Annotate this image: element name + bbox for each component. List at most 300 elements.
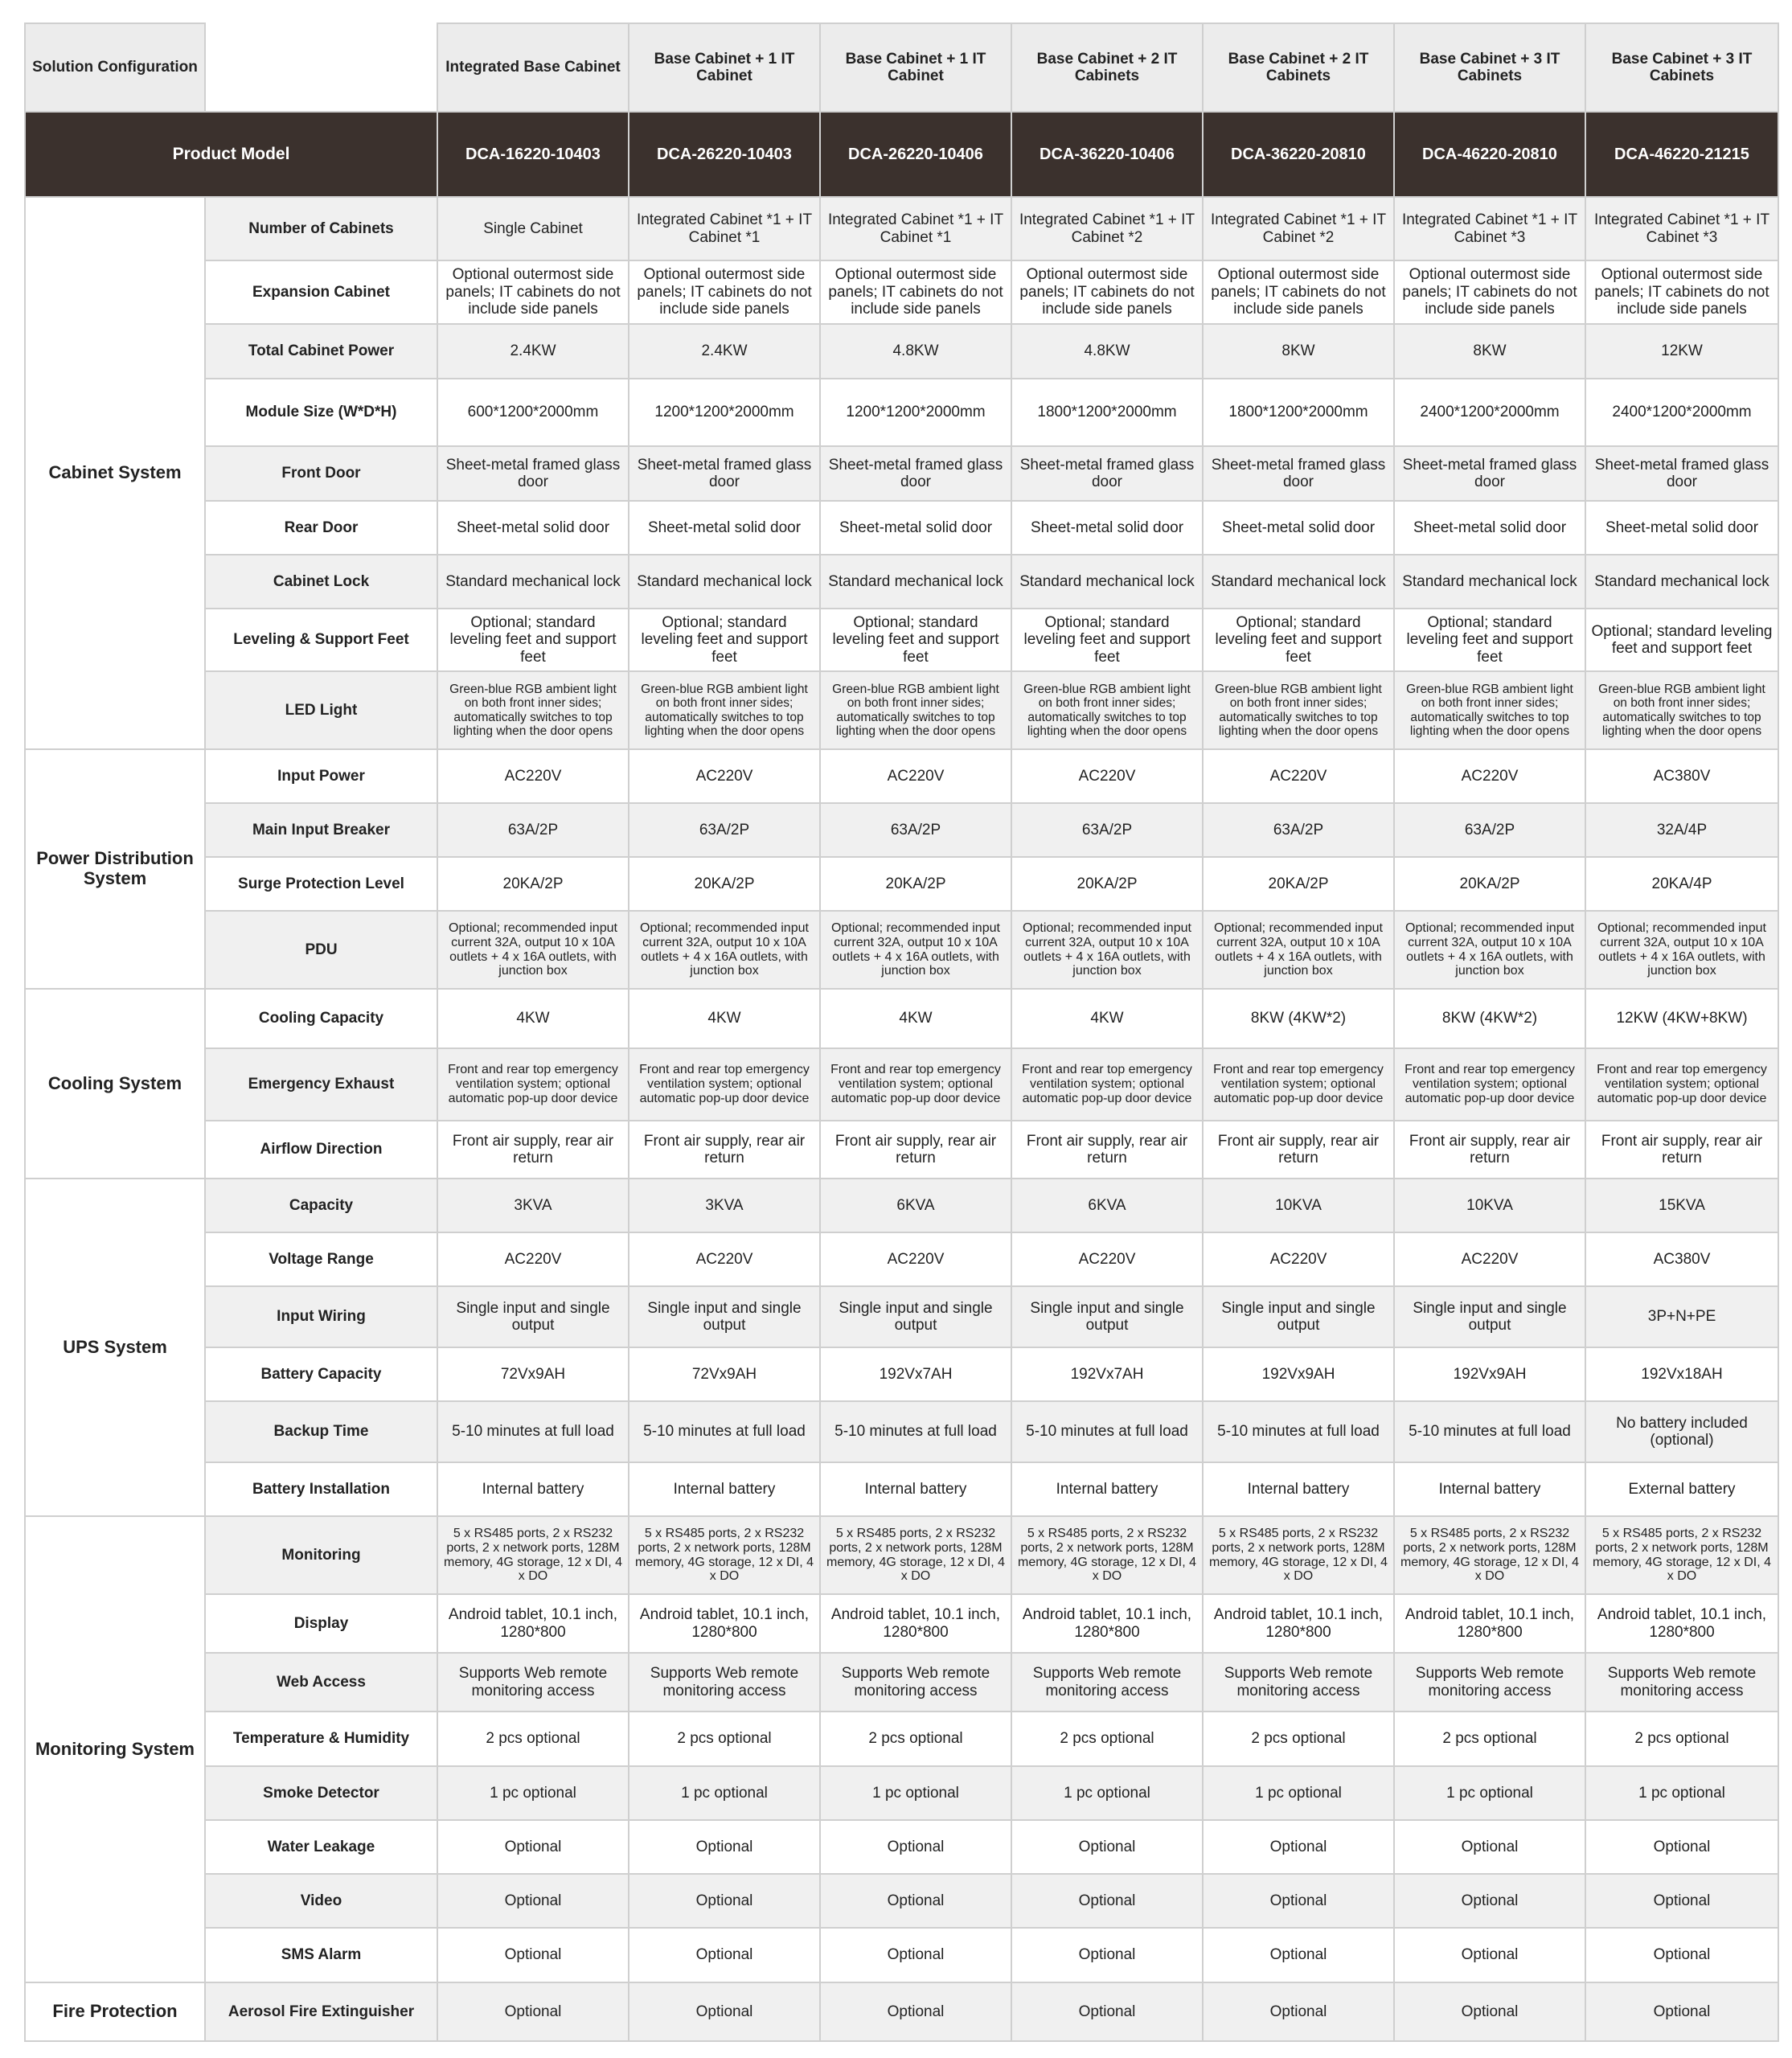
cell-value: 8KW: [1394, 324, 1585, 379]
cell-value: 2400*1200*2000mm: [1394, 379, 1585, 446]
cell-value: Optional: [820, 1982, 1011, 2041]
spec-row: [25, 379, 1778, 446]
cell-value: Single input and single output: [1011, 1286, 1203, 1347]
cell-value: Sheet-metal framed glass door: [437, 446, 629, 501]
cell-value: 63A/2P: [629, 803, 820, 857]
product-model: DCA-36220-20810: [1203, 112, 1394, 197]
row-label: Battery Capacity: [205, 1347, 437, 1401]
cell-value: Optional; recommended input current 32A, output 10 x 10A outlets + 4 x 16A outlets, with junction box: [437, 911, 629, 989]
cell-value: 5-10 minutes at full load: [437, 1401, 629, 1462]
row-label: Expansion Cabinet: [205, 260, 437, 324]
config-col-header: Integrated Base Cabinet: [437, 23, 629, 112]
product-model: DCA-26220-10403: [629, 112, 820, 197]
cell-value: Supports Web remote monitoring access: [1011, 1653, 1203, 1712]
cell-value: AC220V: [437, 1232, 629, 1286]
cell-value: Front and rear top emergency ventilation system; optional automatic pop-up door device: [1585, 1048, 1778, 1121]
cell-value: Integrated Cabinet *1 + IT Cabinet *2: [1011, 197, 1203, 260]
cell-value: 192Vx9AH: [1394, 1347, 1585, 1401]
cell-value: Android tablet, 10.1 inch, 1280*800: [820, 1594, 1011, 1653]
row-label: Module Size (W*D*H): [205, 379, 437, 446]
row-label: Water Leakage: [205, 1820, 437, 1874]
spec-row: [25, 324, 1778, 379]
config-row: [25, 23, 1778, 112]
cell-value: Optional: [820, 1928, 1011, 1982]
cell-value: Single input and single output: [437, 1286, 629, 1347]
cell-value: Supports Web remote monitoring access: [437, 1653, 629, 1712]
cell-value: Optional: [437, 1820, 629, 1874]
cell-value: 15KVA: [1585, 1179, 1778, 1232]
spec-row: [25, 1516, 1778, 1594]
cell-value: Front air supply, rear air return: [437, 1121, 629, 1179]
cell-value: Sheet-metal solid door: [820, 501, 1011, 555]
spec-row: [25, 1594, 1778, 1653]
cell-value: 2.4KW: [437, 324, 629, 379]
cell-value: Optional: [1585, 1820, 1778, 1874]
row-label: SMS Alarm: [205, 1928, 437, 1982]
cell-value: Optional; standard leveling feet and support feet: [820, 609, 1011, 671]
cell-value: 63A/2P: [437, 803, 629, 857]
cell-value: 5-10 minutes at full load: [1394, 1401, 1585, 1462]
cell-value: Optional: [437, 1928, 629, 1982]
cell-value: 20KA/2P: [1011, 857, 1203, 911]
cell-value: Sheet-metal solid door: [1011, 501, 1203, 555]
cell-value: 5 x RS485 ports, 2 x RS232 ports, 2 x network ports, 128M memory, 4G storage, 12 x DI, 4 x DO: [1394, 1516, 1585, 1594]
cell-value: Optional: [1203, 1820, 1394, 1874]
cell-value: 192Vx18AH: [1585, 1347, 1778, 1401]
cell-value: Integrated Cabinet *1 + IT Cabinet *2: [1203, 197, 1394, 260]
cell-value: Green-blue RGB ambient light on both front inner sides; automatically switches to top lighting when the door opens: [1203, 671, 1394, 749]
cell-value: Integrated Cabinet *1 + IT Cabinet *1: [629, 197, 820, 260]
cell-value: Supports Web remote monitoring access: [1203, 1653, 1394, 1712]
product-model-row: [25, 112, 1778, 197]
cell-value: 6KVA: [820, 1179, 1011, 1232]
cell-value: Front air supply, rear air return: [1203, 1121, 1394, 1179]
cell-value: 4.8KW: [1011, 324, 1203, 379]
spec-row: [25, 1820, 1778, 1874]
row-label: PDU: [205, 911, 437, 989]
cell-value: Standard mechanical lock: [1203, 555, 1394, 609]
spec-row: [25, 989, 1778, 1048]
group-label: Fire Protection: [25, 1982, 205, 2041]
cell-value: Android tablet, 10.1 inch, 1280*800: [1011, 1594, 1203, 1653]
cell-value: 1 pc optional: [1011, 1766, 1203, 1820]
cell-value: Front air supply, rear air return: [629, 1121, 820, 1179]
row-label: Battery Installation: [205, 1462, 437, 1516]
row-label: Airflow Direction: [205, 1121, 437, 1179]
cell-value: Green-blue RGB ambient light on both front inner sides; automatically switches to top lighting when the door opens: [437, 671, 629, 749]
cell-value: 20KA/2P: [437, 857, 629, 911]
spec-row: [25, 555, 1778, 609]
cell-value: Optional: [1585, 1982, 1778, 2041]
cell-value: Sheet-metal solid door: [1394, 501, 1585, 555]
spec-row: [25, 803, 1778, 857]
cell-value: Green-blue RGB ambient light on both front inner sides; automatically switches to top lighting when the door opens: [820, 671, 1011, 749]
cell-value: 5 x RS485 ports, 2 x RS232 ports, 2 x network ports, 128M memory, 4G storage, 12 x DI, 4 x DO: [1011, 1516, 1203, 1594]
cell-value: 2 pcs optional: [437, 1712, 629, 1766]
cell-value: Optional outermost side panels; IT cabinets do not include side panels: [629, 260, 820, 324]
cell-value: 1 pc optional: [1394, 1766, 1585, 1820]
spec-row: [25, 1462, 1778, 1516]
cell-value: AC380V: [1585, 749, 1778, 803]
cell-value: Optional; recommended input current 32A, output 10 x 10A outlets + 4 x 16A outlets, with junction box: [1011, 911, 1203, 989]
cell-value: Green-blue RGB ambient light on both front inner sides; automatically switches to top lighting when the door opens: [629, 671, 820, 749]
spec-row: [25, 1401, 1778, 1462]
cell-value: 8KW: [1203, 324, 1394, 379]
cell-value: Optional: [437, 1874, 629, 1928]
group-label: Monitoring System: [25, 1516, 205, 1982]
cell-value: AC220V: [1011, 1232, 1203, 1286]
spec-row: [25, 1286, 1778, 1347]
row-label: Aerosol Fire Extinguisher: [205, 1982, 437, 2041]
spec-row: [25, 1766, 1778, 1820]
cell-value: Standard mechanical lock: [820, 555, 1011, 609]
cell-value: 4KW: [1011, 989, 1203, 1048]
cell-value: Single Cabinet: [437, 197, 629, 260]
cell-value: 20KA/2P: [629, 857, 820, 911]
cell-value: Integrated Cabinet *1 + IT Cabinet *3: [1394, 197, 1585, 260]
cell-value: 1800*1200*2000mm: [1203, 379, 1394, 446]
cell-value: 192Vx9AH: [1203, 1347, 1394, 1401]
cell-value: Green-blue RGB ambient light on both front inner sides; automatically switches to top lighting when the door opens: [1394, 671, 1585, 749]
cell-value: Internal battery: [1203, 1462, 1394, 1516]
cell-value: 2 pcs optional: [820, 1712, 1011, 1766]
row-label: Rear Door: [205, 501, 437, 555]
cell-value: AC220V: [820, 1232, 1011, 1286]
cell-value: AC220V: [1394, 749, 1585, 803]
cell-value: AC220V: [820, 749, 1011, 803]
cell-value: Optional: [1011, 1874, 1203, 1928]
cell-value: 10KVA: [1394, 1179, 1585, 1232]
cell-value: 8KW (4KW*2): [1203, 989, 1394, 1048]
cell-value: Front and rear top emergency ventilation system; optional automatic pop-up door device: [437, 1048, 629, 1121]
cell-value: 20KA/2P: [820, 857, 1011, 911]
cell-value: AC220V: [1394, 1232, 1585, 1286]
cell-value: Optional outermost side panels; IT cabinets do not include side panels: [1394, 260, 1585, 324]
cell-value: Optional: [820, 1874, 1011, 1928]
spec-row: [25, 857, 1778, 911]
row-label: Emergency Exhaust: [205, 1048, 437, 1121]
row-label: Capacity: [205, 1179, 437, 1232]
product-model: DCA-46220-21215: [1585, 112, 1778, 197]
cell-value: Standard mechanical lock: [437, 555, 629, 609]
cell-value: Single input and single output: [820, 1286, 1011, 1347]
cell-value: Optional: [1203, 1982, 1394, 2041]
cell-value: 5 x RS485 ports, 2 x RS232 ports, 2 x network ports, 128M memory, 4G storage, 12 x DI, 4 x DO: [437, 1516, 629, 1594]
cell-value: 20KA/2P: [1394, 857, 1585, 911]
cell-value: 20KA/2P: [1203, 857, 1394, 911]
cell-value: 1200*1200*2000mm: [820, 379, 1011, 446]
cell-value: Optional; recommended input current 32A, output 10 x 10A outlets + 4 x 16A outlets, with junction box: [1585, 911, 1778, 989]
cell-value: AC380V: [1585, 1232, 1778, 1286]
row-label: Number of Cabinets: [205, 197, 437, 260]
row-label: Input Wiring: [205, 1286, 437, 1347]
cell-value: Optional: [1394, 1982, 1585, 2041]
cell-value: AC220V: [1011, 749, 1203, 803]
cell-value: Optional; standard leveling feet and support feet: [437, 609, 629, 671]
cell-value: Integrated Cabinet *1 + IT Cabinet *1: [820, 197, 1011, 260]
cell-value: 72Vx9AH: [629, 1347, 820, 1401]
cell-value: 3KVA: [437, 1179, 629, 1232]
cell-value: Optional: [1011, 1928, 1203, 1982]
cell-value: Sheet-metal framed glass door: [629, 446, 820, 501]
cell-value: 2 pcs optional: [1585, 1712, 1778, 1766]
cell-value: 72Vx9AH: [437, 1347, 629, 1401]
cell-value: Integrated Cabinet *1 + IT Cabinet *3: [1585, 197, 1778, 260]
cell-value: Standard mechanical lock: [1585, 555, 1778, 609]
cell-value: 4KW: [629, 989, 820, 1048]
cell-value: Sheet-metal framed glass door: [1203, 446, 1394, 501]
row-label: Cooling Capacity: [205, 989, 437, 1048]
cell-value: Sheet-metal solid door: [437, 501, 629, 555]
cell-value: AC220V: [1203, 749, 1394, 803]
cell-value: Sheet-metal framed glass door: [820, 446, 1011, 501]
cell-value: 1 pc optional: [1585, 1766, 1778, 1820]
cell-value: 2 pcs optional: [629, 1712, 820, 1766]
cell-value: Sheet-metal framed glass door: [1011, 446, 1203, 501]
cell-value: Green-blue RGB ambient light on both front inner sides; automatically switches to top lighting when the door opens: [1011, 671, 1203, 749]
cell-value: 2400*1200*2000mm: [1585, 379, 1778, 446]
spec-row: [25, 1048, 1778, 1121]
cell-value: Sheet-metal solid door: [1203, 501, 1394, 555]
cell-value: Optional; standard leveling feet and support feet: [1394, 609, 1585, 671]
cell-value: 6KVA: [1011, 1179, 1203, 1232]
cell-value: 192Vx7AH: [820, 1347, 1011, 1401]
group-label: Cabinet System: [25, 197, 205, 749]
spec-row: [25, 1874, 1778, 1928]
spec-row: [25, 1232, 1778, 1286]
cell-value: Optional: [629, 1874, 820, 1928]
cell-value: AC220V: [629, 749, 820, 803]
cell-value: 5-10 minutes at full load: [1011, 1401, 1203, 1462]
spec-row: [25, 671, 1778, 749]
cell-value: Optional: [820, 1820, 1011, 1874]
cell-value: 63A/2P: [1011, 803, 1203, 857]
cell-value: Optional; recommended input current 32A, output 10 x 10A outlets + 4 x 16A outlets, with junction box: [1203, 911, 1394, 989]
spec-row: [25, 609, 1778, 671]
cell-value: 1200*1200*2000mm: [629, 379, 820, 446]
cell-value: Front and rear top emergency ventilation system; optional automatic pop-up door device: [629, 1048, 820, 1121]
cell-value: Android tablet, 10.1 inch, 1280*800: [437, 1594, 629, 1653]
cell-value: Optional: [629, 1820, 820, 1874]
cell-value: Front air supply, rear air return: [1585, 1121, 1778, 1179]
cell-value: Front and rear top emergency ventilation system; optional automatic pop-up door device: [1011, 1048, 1203, 1121]
config-col-header: Base Cabinet + 3 IT Cabinets: [1394, 23, 1585, 112]
cell-value: Optional; recommended input current 32A, output 10 x 10A outlets + 4 x 16A outlets, with junction box: [1394, 911, 1585, 989]
cell-value: 5-10 minutes at full load: [629, 1401, 820, 1462]
cell-value: Optional: [1585, 1928, 1778, 1982]
spec-row: [25, 197, 1778, 260]
cell-value: 1800*1200*2000mm: [1011, 379, 1203, 446]
cell-value: 1 pc optional: [437, 1766, 629, 1820]
cell-value: 3KVA: [629, 1179, 820, 1232]
cell-value: Front and rear top emergency ventilation system; optional automatic pop-up door device: [820, 1048, 1011, 1121]
cell-value: Optional outermost side panels; IT cabinets do not include side panels: [437, 260, 629, 324]
cell-value: 32A/4P: [1585, 803, 1778, 857]
cell-value: Sheet-metal solid door: [1585, 501, 1778, 555]
cell-value: Optional: [1394, 1928, 1585, 1982]
cell-value: Internal battery: [820, 1462, 1011, 1516]
cell-value: 4KW: [437, 989, 629, 1048]
cell-value: 4.8KW: [820, 324, 1011, 379]
cell-value: Optional: [1394, 1820, 1585, 1874]
cell-value: 2 pcs optional: [1011, 1712, 1203, 1766]
cell-value: Sheet-metal solid door: [629, 501, 820, 555]
cell-value: Optional: [629, 1982, 820, 2041]
product-model-label: Product Model: [25, 112, 437, 197]
cell-value: Android tablet, 10.1 inch, 1280*800: [629, 1594, 820, 1653]
row-label: Video: [205, 1874, 437, 1928]
row-label: LED Light: [205, 671, 437, 749]
spec-row: [25, 911, 1778, 989]
product-model: DCA-26220-10406: [820, 112, 1011, 197]
spec-row: [25, 446, 1778, 501]
config-col-header: Base Cabinet + 1 IT Cabinet: [820, 23, 1011, 112]
cell-value: Front air supply, rear air return: [1394, 1121, 1585, 1179]
cell-value: 12KW: [1585, 324, 1778, 379]
cell-value: Internal battery: [1011, 1462, 1203, 1516]
spec-row: [25, 1347, 1778, 1401]
cell-value: Optional outermost side panels; IT cabinets do not include side panels: [820, 260, 1011, 324]
group-label: Power Distribution System: [25, 749, 205, 989]
cell-value: 63A/2P: [1394, 803, 1585, 857]
config-col-header: Base Cabinet + 3 IT Cabinets: [1585, 23, 1778, 112]
product-model: DCA-46220-20810: [1394, 112, 1585, 197]
spec-row: [25, 1179, 1778, 1232]
cell-value: Standard mechanical lock: [1394, 555, 1585, 609]
row-label: Main Input Breaker: [205, 803, 437, 857]
cell-value: Optional: [1011, 1820, 1203, 1874]
row-label: Web Access: [205, 1653, 437, 1712]
spec-row: [25, 501, 1778, 555]
cell-value: 5 x RS485 ports, 2 x RS232 ports, 2 x network ports, 128M memory, 4G storage, 12 x DI, 4 x DO: [1203, 1516, 1394, 1594]
cell-value: 63A/2P: [820, 803, 1011, 857]
cell-value: Standard mechanical lock: [629, 555, 820, 609]
cell-value: AC220V: [437, 749, 629, 803]
cell-value: AC220V: [629, 1232, 820, 1286]
cell-value: 2 pcs optional: [1203, 1712, 1394, 1766]
cell-value: 3P+N+PE: [1585, 1286, 1778, 1347]
cell-value: Front air supply, rear air return: [1011, 1121, 1203, 1179]
cell-value: Standard mechanical lock: [1011, 555, 1203, 609]
cell-value: Optional: [1394, 1874, 1585, 1928]
cell-value: Supports Web remote monitoring access: [629, 1653, 820, 1712]
cell-value: Front and rear top emergency ventilation system; optional automatic pop-up door device: [1394, 1048, 1585, 1121]
spec-row: [25, 1928, 1778, 1982]
blank-header-cell: [205, 23, 437, 112]
spec-row: [25, 1982, 1778, 2041]
cell-value: Optional; standard leveling feet and support feet: [1585, 609, 1778, 671]
cell-value: 2 pcs optional: [1394, 1712, 1585, 1766]
cell-value: Single input and single output: [629, 1286, 820, 1347]
spec-row: [25, 1712, 1778, 1766]
spec-row: [25, 260, 1778, 324]
cell-value: Optional outermost side panels; IT cabinets do not include side panels: [1203, 260, 1394, 324]
spec-table: [24, 23, 1779, 2042]
cell-value: 5 x RS485 ports, 2 x RS232 ports, 2 x network ports, 128M memory, 4G storage, 12 x DI, 4 x DO: [820, 1516, 1011, 1594]
cell-value: 2.4KW: [629, 324, 820, 379]
cell-value: Optional: [1011, 1982, 1203, 2041]
cell-value: Android tablet, 10.1 inch, 1280*800: [1203, 1594, 1394, 1653]
spec-row: [25, 749, 1778, 803]
config-col-header: Base Cabinet + 1 IT Cabinet: [629, 23, 820, 112]
spec-row: [25, 1121, 1778, 1179]
row-label: Temperature & Humidity: [205, 1712, 437, 1766]
cell-value: 192Vx7AH: [1011, 1347, 1203, 1401]
cell-value: Single input and single output: [1394, 1286, 1585, 1347]
cell-value: 5-10 minutes at full load: [1203, 1401, 1394, 1462]
cell-value: Front air supply, rear air return: [820, 1121, 1011, 1179]
cell-value: Single input and single output: [1203, 1286, 1394, 1347]
cell-value: Supports Web remote monitoring access: [1394, 1653, 1585, 1712]
cell-value: Optional; recommended input current 32A, output 10 x 10A outlets + 4 x 16A outlets, with junction box: [629, 911, 820, 989]
cell-value: Front and rear top emergency ventilation system; optional automatic pop-up door device: [1203, 1048, 1394, 1121]
cell-value: Optional: [1203, 1928, 1394, 1982]
cell-value: 12KW (4KW+8KW): [1585, 989, 1778, 1048]
product-model: DCA-36220-10406: [1011, 112, 1203, 197]
cell-value: Optional outermost side panels; IT cabinets do not include side panels: [1011, 260, 1203, 324]
solution-config-label: Solution Configuration: [25, 23, 205, 112]
cell-value: Optional: [437, 1982, 629, 2041]
cell-value: Optional outermost side panels; IT cabinets do not include side panels: [1585, 260, 1778, 324]
config-col-header: Base Cabinet + 2 IT Cabinets: [1203, 23, 1394, 112]
cell-value: 4KW: [820, 989, 1011, 1048]
cell-value: 5-10 minutes at full load: [820, 1401, 1011, 1462]
cell-value: Android tablet, 10.1 inch, 1280*800: [1585, 1594, 1778, 1653]
row-label: Surge Protection Level: [205, 857, 437, 911]
cell-value: External battery: [1585, 1462, 1778, 1516]
cell-value: Internal battery: [629, 1462, 820, 1516]
product-model: DCA-16220-10403: [437, 112, 629, 197]
cell-value: Sheet-metal framed glass door: [1394, 446, 1585, 501]
cell-value: 10KVA: [1203, 1179, 1394, 1232]
cell-value: Green-blue RGB ambient light on both front inner sides; automatically switches to top lighting when the door opens: [1585, 671, 1778, 749]
row-label: Total Cabinet Power: [205, 324, 437, 379]
cell-value: 1 pc optional: [629, 1766, 820, 1820]
cell-value: Internal battery: [437, 1462, 629, 1516]
cell-value: AC220V: [1203, 1232, 1394, 1286]
group-label: Cooling System: [25, 989, 205, 1179]
cell-value: Optional; standard leveling feet and support feet: [629, 609, 820, 671]
row-label: Input Power: [205, 749, 437, 803]
cell-value: No battery included (optional): [1585, 1401, 1778, 1462]
cell-value: 63A/2P: [1203, 803, 1394, 857]
cell-value: Android tablet, 10.1 inch, 1280*800: [1394, 1594, 1585, 1653]
cell-value: Optional; standard leveling feet and support feet: [1011, 609, 1203, 671]
cell-value: Optional: [1203, 1874, 1394, 1928]
group-label: UPS System: [25, 1179, 205, 1516]
cell-value: Sheet-metal framed glass door: [1585, 446, 1778, 501]
row-label: Display: [205, 1594, 437, 1653]
cell-value: 5 x RS485 ports, 2 x RS232 ports, 2 x network ports, 128M memory, 4G storage, 12 x DI, 4 x DO: [1585, 1516, 1778, 1594]
row-label: Voltage Range: [205, 1232, 437, 1286]
row-label: Cabinet Lock: [205, 555, 437, 609]
config-col-header: Base Cabinet + 2 IT Cabinets: [1011, 23, 1203, 112]
cell-value: Optional: [629, 1928, 820, 1982]
row-label: Backup Time: [205, 1401, 437, 1462]
cell-value: 1 pc optional: [820, 1766, 1011, 1820]
row-label: Monitoring: [205, 1516, 437, 1594]
cell-value: 8KW (4KW*2): [1394, 989, 1585, 1048]
cell-value: 1 pc optional: [1203, 1766, 1394, 1820]
row-label: Smoke Detector: [205, 1766, 437, 1820]
row-label: Leveling & Support Feet: [205, 609, 437, 671]
row-label: Front Door: [205, 446, 437, 501]
cell-value: Supports Web remote monitoring access: [1585, 1653, 1778, 1712]
spec-row: [25, 1653, 1778, 1712]
cell-value: Supports Web remote monitoring access: [820, 1653, 1011, 1712]
cell-value: 600*1200*2000mm: [437, 379, 629, 446]
cell-value: 5 x RS485 ports, 2 x RS232 ports, 2 x network ports, 128M memory, 4G storage, 12 x DI, 4 x DO: [629, 1516, 820, 1594]
